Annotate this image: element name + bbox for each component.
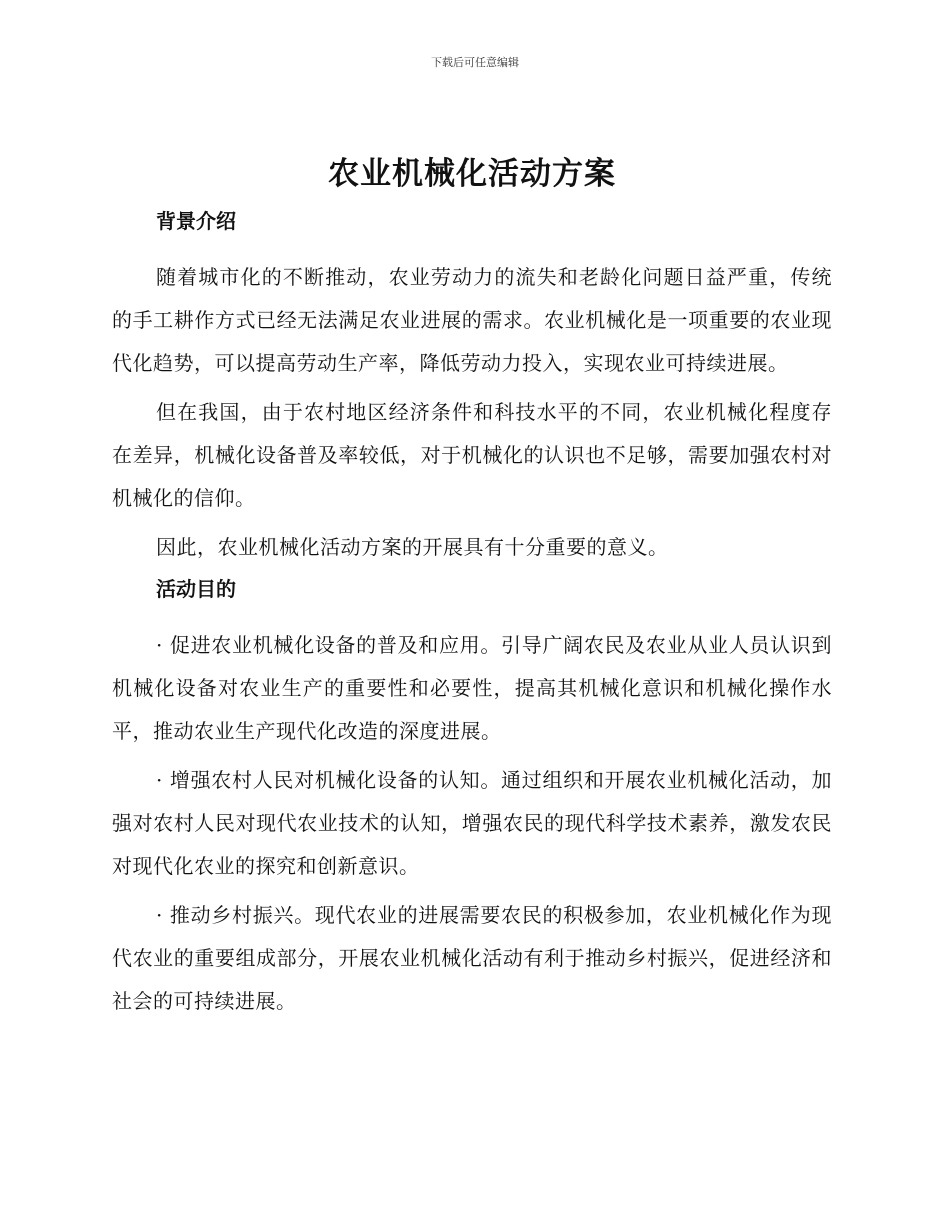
document-title: 农业机械化活动方案 [328, 156, 616, 192]
page-header-note: 下载后可任意编辑 [431, 56, 519, 69]
paragraph: 随着城市化的不断推动，农业劳动力的流失和老龄化问题日益严重，传统的手工耕作方式已经无法满足农业进展的需求。农业机械化是一项重要的农业现代化趋势，可以提高劳动生产率，降低劳动力投入，实现农业可持续进展。 [112, 265, 832, 375]
paragraph: 但在我国，由于农村地区经济条件和科技水平的不同，农业机械化程度存在差异，机械化设备普及率较低，对于机械化的认识也不足够，需要加强农村对机械化的信仰。 [112, 400, 832, 510]
bullet-paragraph: · 增强农村人民对机械化设备的认知。通过组织和开展农业机械化活动，加强对农村人民对现代农业技术的认知，增强农民的现代科学技术素养，激发农民对现代化农业的探究和创新意识。 [112, 768, 832, 878]
section-purpose [112, 575, 832, 1023]
section-heading-background: 背景介绍 [156, 209, 236, 233]
bullet-paragraph: · 推动乡村振兴。现代农业的进展需要农民的积极参加，农业机械化作为现代农业的重要组成部分，开展农业机械化活动有利于推动乡村振兴，促进经济和社会的可持续进展。 [112, 903, 832, 1013]
document-body [112, 148, 832, 1029]
bullet-paragraph: · 促进农业机械化设备的普及和应用。引导广阔农民及农业从业人员认识到机械化设备对农业生产的重要性和必要性，提高其机械化意识和机械化操作水平，推动农业生产现代化改造的深度进展。 [112, 633, 832, 743]
paragraph: 因此，农业机械化活动方案的开展具有十分重要的意义。 [156, 535, 669, 559]
section-background [112, 207, 832, 569]
section-heading-purpose: 活动目的 [156, 577, 236, 601]
